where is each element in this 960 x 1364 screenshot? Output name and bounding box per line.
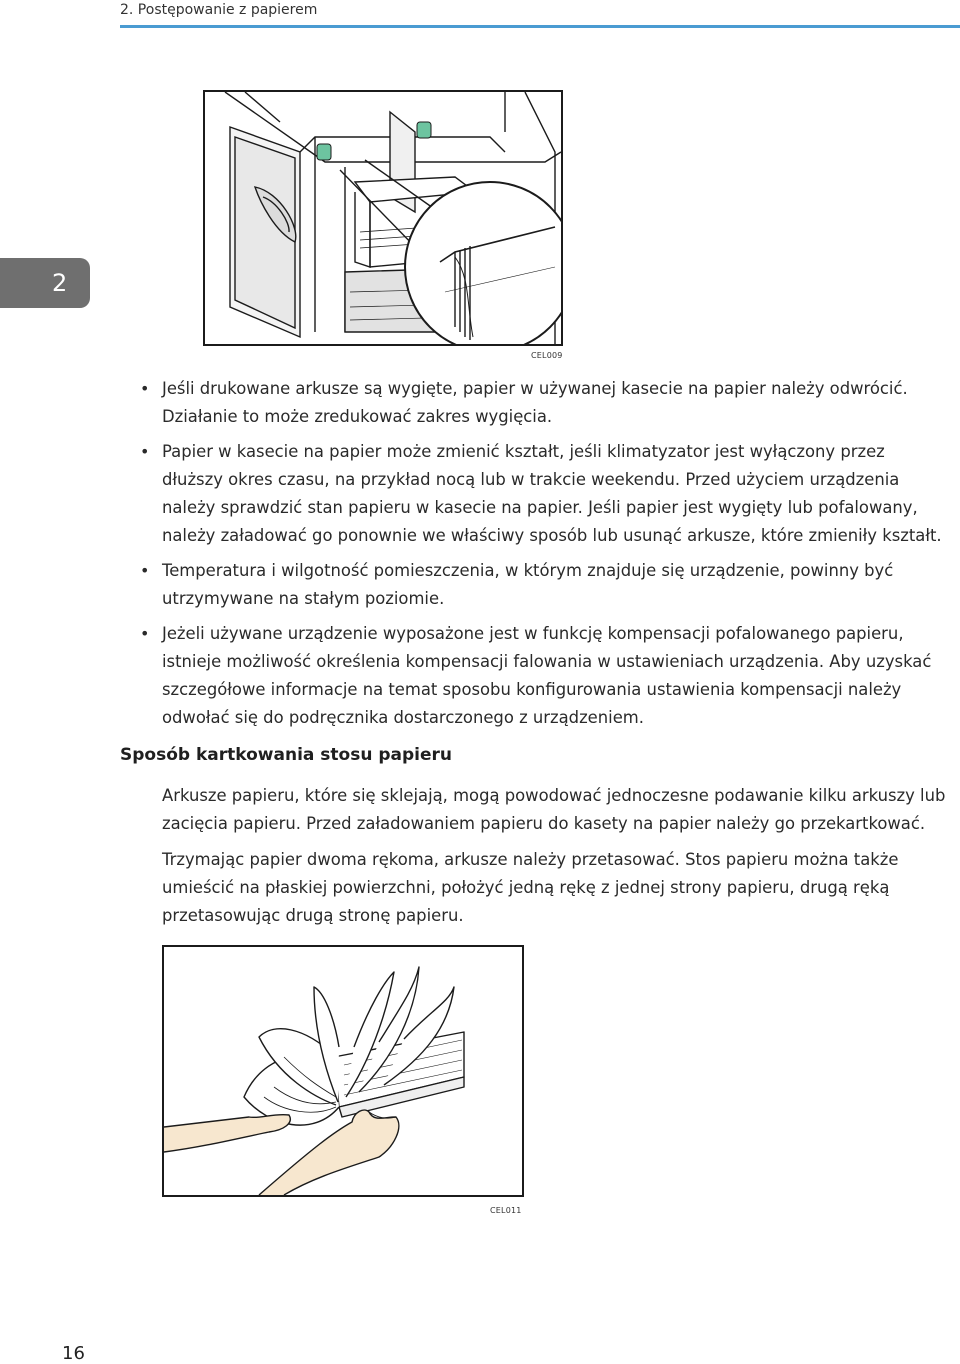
bullet-icon: • — [140, 624, 150, 643]
figure-code: CEL009 — [531, 351, 563, 360]
page-number: 16 — [62, 1343, 85, 1364]
bullet-icon: • — [140, 379, 150, 398]
list-item — [140, 557, 950, 613]
section-paragraph: Arkusze papieru, które się sklejają, mogą powodować jednoczesne podawanie kilku arkuszy lub zacięcia papieru. Przed załadowaniem papieru do kasety na papier należy go przekartkować. — [162, 786, 946, 833]
chapter-tab: 2 — [0, 258, 90, 308]
figure-code: CEL011 — [490, 1206, 522, 1215]
header-rule — [120, 25, 960, 28]
bullet-icon: • — [140, 561, 150, 580]
fanning-paper-drawing — [164, 947, 522, 1195]
paper-tray-illustration — [203, 90, 563, 346]
paper-tray-drawing — [205, 92, 561, 344]
section-paragraph: Trzymając papier dwoma rękoma, arkusze należy przetasować. Stos papieru można także umieścić na płaskiej powierzchni, położyć jedną rękę z jednej strony papieru, drugą ręką przetasowując drugą stronę papieru. — [162, 850, 899, 925]
section-heading: Sposób kartkowania stosu papieru — [120, 745, 453, 765]
running-header: 2. Postępowanie z papierem — [120, 2, 318, 18]
fanning-paper-illustration — [162, 945, 524, 1197]
list-item — [140, 438, 950, 550]
list-item — [140, 375, 950, 431]
list-item — [140, 620, 950, 732]
bullet-text: Jeśli drukowane arkusze są wygięte, papier w używanej kasecie na papier należy odwrócić. Działanie to może zredukować zakres wygięcia. — [162, 379, 908, 426]
bullet-text: Papier w kasecie na papier może zmienić kształt, jeśli klimatyzator jest wyłączony przez dłuższy okres czasu, na przykład nocą lub w trakcie weekendu. Przed użyciem urządzenia należy sprawdzić stan papieru w kasecie na papier. Jeśli papier jest wygięty lub pofalowany, należy załadować go ponownie we właściwy sposób lub usunąć arkusze, które zmieniły kształt. — [162, 442, 942, 545]
bullet-text: Temperatura i wilgotność pomieszczenia, w którym znajduje się urządzenie, powinny być utrzymywane na stałym poziomie. — [162, 561, 894, 608]
bullet-list — [140, 375, 950, 739]
bullet-text: Jeżeli używane urządzenie wyposażone jest w funkcję kompensacji pofalowanego papieru, istnieje możliwość określenia kompensacji falowania w ustawieniach urządzenia. Aby uzyskać szczegółowe informacje na temat sposobu konfigurowania ustawienia kompensacji należy odwołać się do podręcznika dostarczonego z urządzeniem. — [162, 624, 932, 727]
bullet-icon: • — [140, 442, 150, 461]
